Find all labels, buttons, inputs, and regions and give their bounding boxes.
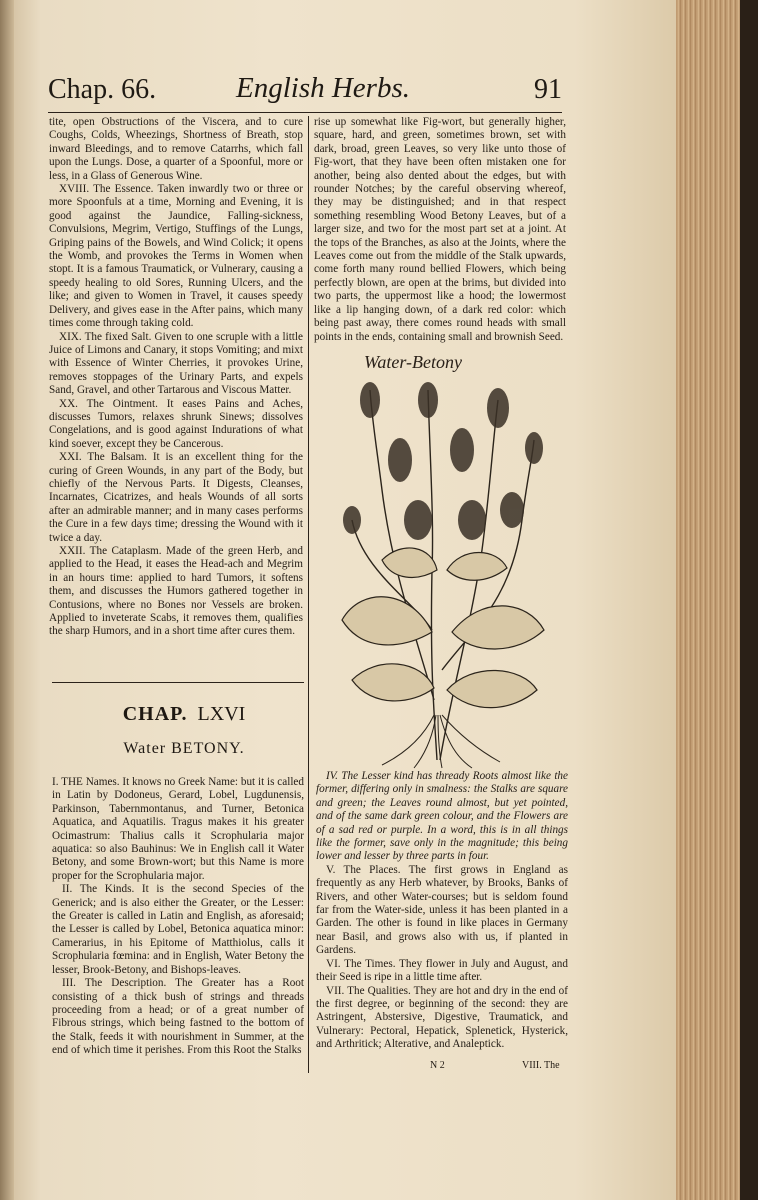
paragraph: rise up somewhat like Fig-wort, but generally higher, square, hard, and green, sometimes brown, set with dark, broad, green Leaves, so very like unto those of Fig-wort, that they have been often mistaken one for another, being also dented about the edges, but with rounder Notches; by the careful observing whereof, they may be distinguished; and in that respect something resembling Wood Betony Leaves, but of a larger size, and two for the most part set at a joint. At the tops of the Branches, as also at the Joints, where the Leaves come out from the middle of the Stalk upwards, come forth many round bellied Flowers, which being perfectly blown, are open at the brims, but divided into two parts, the uppermost like a hood; the lowermost like a lip hanging down, of a dark red color: which being past away, there comes round heads with small points in the ends, containing small and brownish Seed. bbox=[314, 116, 566, 343]
paragraph: II. The Kinds. It is the second Species of the Generick; and is also either the Greater, or the Lesser: the Greater is called in Latin and English, as aforesaid; the Lesser is called by Lobel, Betonica aquatica minor: Camerarius, in his Epitome of Matthiolus, calls it Scrophularia fœmina: and in English, Water Betony the lesser, Brook-Betony, and Bishops-leaves. bbox=[52, 883, 304, 976]
chapter-heading bbox=[64, 703, 304, 726]
paragraph: VII. The Qualities. They are hot and dry in the end of the first degree, or beginning of the second: they are Astringent, Abstersive, Digestive, Traumatick, and Vulnerary: Pectoral, Hepatick, Splenetick, Hysterick, and Arthritick; Alterative, and Analeptick. bbox=[316, 984, 568, 1051]
paragraph: XX. The Ointment. It eases Pains and Aches, discusses Tumors, relaxes shrunk Sinews; dissolves Congelations, and is good against Indurations of what kind soever, except they be Cancerous. bbox=[49, 397, 303, 450]
paragraph: XIX. The fixed Salt. Given to one scruple with a little Juice of Limons and Canary, it stops Vomiting; and mixt with Essence of Winter Cherries, it provokes Urine, removes stoppages of the Urinary Parts, and expels Sand, Gravel, and other Tartarous and Viscous Matter. bbox=[49, 330, 303, 397]
column-divider bbox=[308, 116, 309, 1073]
paragraph: I. THE Names. It knows no Greek Name: but it is called in Latin by Dodoneus, Gerard, Lobel, Lugdunensis, Parkinson, Tabernmontanus, and Turner, Betonica Aquatica, and Aquatilis. Tragus makes it his greater Ocimastrum: Thalius calls it Scrophularia major aquatica: so also Bauhinus: We in English call it Water Betony, and some Brown-wort; but this Name is more proper for the Scrophularia major. bbox=[52, 776, 304, 882]
paragraph: IV. The Lesser kind has thready Roots almost like the former, differing only in smalness: the Stalks are square and green; the Leaves round almost, but yet pointed, and of the same dark green colour, and the Flowers are of a sad red or purple. In a word, this is in all things like the former, save only in the magnitude; this being lower and lesser by three parts in four. bbox=[316, 770, 568, 863]
right-column-top bbox=[314, 116, 566, 346]
left-column-top bbox=[49, 116, 303, 664]
header-rule bbox=[48, 112, 562, 113]
paragraph: XVIII. The Essence. Taken inwardly two or three or more Spoonfuls at a time, Morning and Evening, it is good against the Jaundice, Falling-sickness, Convulsions, Megrim, Vertigo, Stuffings of the Lungs, Griping pains of the Bowels, and Wind Colick; it opens the Womb, and provokes the Terms in Women when stopt. It is a famous Traumatick, or Vulnerary, causing a speedy healing to old Sores, Running Ulcers, and the like; and given to Women in Travel, it causes speedy Delivery, and gives ease in the After pains, which many times come through taking cold. bbox=[49, 183, 303, 330]
paragraph: tite, open Obstructions of the Viscera, and to cure Coughs, Colds, Wheezings, Shortness of Breath, stop inward Bleedings, and to remove Catarrhs, which fall upon the Lungs. Dose, a quarter of a Spoonful, more or less, in a Glass of Generous Wine. bbox=[49, 116, 303, 182]
chapter-numeral: LXVI bbox=[197, 703, 246, 725]
paragraph: V. The Places. The first grows in England as frequently as any Herb whatever, by Brooks, Banks of Rivers, and other Water-courses; but is seldom found far from the Water-side, unless it has been planted in a Garden. The other is found in like places in Germany near Basil, and grows also with us, if planted in Gardens. bbox=[316, 863, 568, 957]
left-column-bottom bbox=[52, 776, 304, 1072]
chapter-subtitle: Water BETONY. bbox=[123, 740, 245, 757]
section-rule bbox=[52, 682, 304, 683]
paragraph: XXII. The Cataplasm. Made of the green Herb, and applied to the Head, it eases the Head-ach and Megrim in an hours time: applied to hard Tumors, it softens them, and discusses the Humors gathered together in Contusions, where no Bones nor Vessels are broken. Applied to inveterate Scabs, it removes them, qualifies the sharp Humors, and in a short time after cures them. bbox=[49, 545, 303, 638]
header-title: English Herbs. bbox=[236, 72, 410, 104]
paragraph: VI. The Times. They flower in July and August, and their Seed is ripe in a little time after. bbox=[316, 957, 568, 984]
paragraph: III. The Description. The Greater has a Root consisting of a thick bush of strings and threads proceeding from a head; or of a great number of Fibrous strings, which being fastned to the bottom of the Stalk, feeds it with nourishment in Summer, at the end of which time it perishes. From this Root the Stalks bbox=[52, 977, 304, 1057]
right-column-bottom bbox=[316, 770, 568, 1060]
gutter-shadow bbox=[0, 0, 14, 1200]
catchword: VIII. The bbox=[522, 1060, 560, 1071]
book-cover-edge bbox=[740, 0, 758, 1200]
page-number: 91 bbox=[534, 74, 562, 105]
paragraph: XXI. The Balsam. It is an excellent thing for the curing of Green Wounds, in any part of the Body, but chiefly of the Nervous Parts. It Digests, Cleanses, Incarnates, Cicatrizes, and heals Wounds of all sorts after an admirable manner; and in many cases performs the Cure in a few days time; dressing the Wound with it twice a day. bbox=[49, 451, 303, 544]
header-chapter: Chap. 66. bbox=[48, 74, 157, 105]
running-header bbox=[48, 74, 562, 110]
chapter-label: CHAP. bbox=[122, 703, 188, 725]
water-betony-illustration bbox=[322, 370, 562, 770]
signature-mark: N 2 bbox=[430, 1060, 445, 1071]
figure-caption: Water-Betony bbox=[364, 352, 462, 372]
